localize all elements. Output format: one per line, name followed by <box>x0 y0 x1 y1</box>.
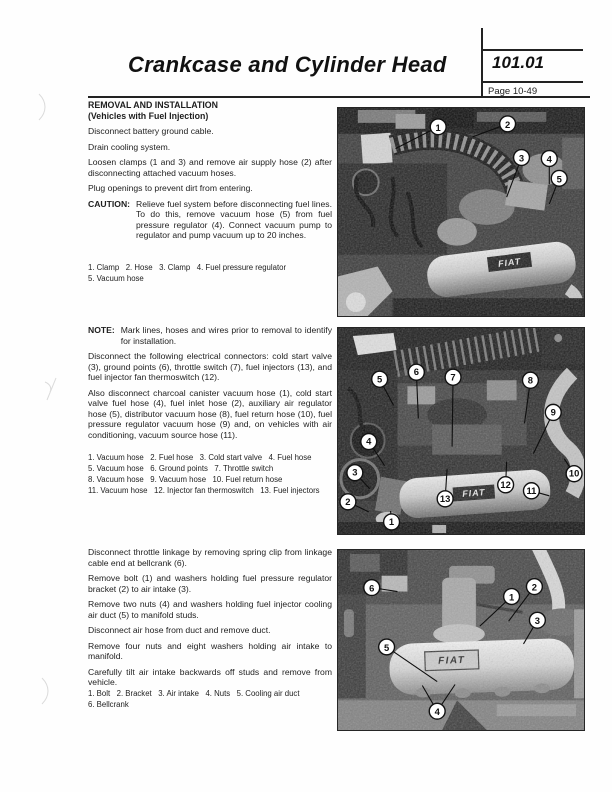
caption-line: 1. Vacuum hose 2. Fuel hose 3. Cold start valve 4. Fuel hose <box>88 453 312 462</box>
callout-12 <box>498 477 514 493</box>
caution-text: Relieve fuel system before disconnecting fuel lines. To do this, remove vacuum hose (5) from fuel pressure regulator (4). Connect vacuum pump to regulator and pump vacuum up to 20 inches. <box>136 198 332 240</box>
svg-text:1: 1 <box>388 516 395 528</box>
procedure-step: Carefully tilt air intake backwards off studs and remove from vehicle. <box>88 666 332 687</box>
procedure-block-3 <box>88 547 332 688</box>
svg-text:1: 1 <box>435 121 441 133</box>
procedure-block-1 <box>88 100 332 241</box>
section-box-mid-rule <box>481 81 583 83</box>
svg-text:3: 3 <box>534 615 541 627</box>
callout-2 <box>500 116 516 132</box>
figure-engine-bay-air-hose <box>337 107 585 317</box>
svg-text:2: 2 <box>345 496 351 508</box>
callout-3 <box>529 612 545 628</box>
note-text: Mark lines, hoses and wires prior to removal to identify for installation. <box>120 325 332 346</box>
scan-artifact <box>42 376 62 402</box>
svg-text:1: 1 <box>508 591 515 603</box>
callout-6 <box>364 580 380 596</box>
svg-text:10: 10 <box>568 468 580 480</box>
callout-1 <box>384 514 400 530</box>
svg-text:4: 4 <box>366 436 372 448</box>
note <box>88 325 332 346</box>
section-box-top-rule <box>481 49 583 51</box>
callout-13 <box>437 491 453 507</box>
caption-line: 5. Vacuum hose <box>88 274 144 283</box>
callout-4 <box>361 434 377 450</box>
procedure-step: Loosen clamps (1 and 3) and remove air supply hose (2) after disconnecting attached vacuum hoses. <box>88 157 332 178</box>
callout-3 <box>514 150 530 166</box>
figure-connectors-and-hoses <box>337 327 585 535</box>
section-subheading: (Vehicles with Fuel Injection) <box>88 110 209 121</box>
caution-label: CAUTION: <box>88 198 131 209</box>
callout-9 <box>545 404 561 420</box>
caption-line: 6. Bellcrank <box>88 700 129 709</box>
fiat-badge: FIAT <box>461 487 486 499</box>
caption-line: 1. Clamp 2. Hose 3. Clamp 4. Fuel pressure regulator <box>88 263 287 272</box>
figure-air-intake <box>337 549 585 731</box>
callout-2 <box>340 494 356 510</box>
page-number: Page 10-49 <box>488 85 538 97</box>
callout-1 <box>504 589 520 605</box>
callout-11 <box>523 483 539 499</box>
procedure-step: Remove four nuts and eight washers holding air intake to manifold. <box>88 640 332 661</box>
svg-text:11: 11 <box>526 485 537 497</box>
svg-text:8: 8 <box>527 375 534 387</box>
fiat-badge: FIAT <box>497 256 522 269</box>
caption-line: 1. Bolt 2. Bracket 3. Air intake 4. Nuts 5. Cooling air duct <box>88 689 300 698</box>
figure-1-caption <box>88 262 338 284</box>
svg-text:13: 13 <box>439 493 451 505</box>
callout-4 <box>429 703 445 719</box>
procedure-step: Drain cooling system. <box>88 141 171 152</box>
svg-text:5: 5 <box>377 374 383 386</box>
callout-5 <box>372 371 388 387</box>
fiat-badge: FIAT <box>437 654 466 667</box>
callout-3 <box>347 465 363 481</box>
procedure-step: Also disconnect charcoal canister vacuum hose (1), cold start valve fuel hose (4), fuel inlet hose (2), auxiliary air regulator hose (5), distributor vacuum hose (8), fuel return hose (10), fuel pressure regulator vacuum hose (9) and, on vehicles with air conditioning, vacuum source hose (11). <box>88 387 332 440</box>
callout-10 <box>566 466 582 482</box>
callout-2 <box>526 579 542 595</box>
svg-text:5: 5 <box>556 173 562 185</box>
header-rule <box>88 96 590 98</box>
svg-text:9: 9 <box>550 407 556 419</box>
procedure-step: Plug openings to prevent dirt from entering. <box>88 183 253 193</box>
callout-6 <box>408 364 424 380</box>
svg-text:7: 7 <box>450 372 456 384</box>
svg-text:5: 5 <box>383 641 390 653</box>
scan-artifact <box>36 676 56 706</box>
callout-5 <box>379 639 395 655</box>
callout-4 <box>541 151 557 167</box>
procedure-step: Disconnect battery ground cable. <box>88 126 214 136</box>
svg-text:2: 2 <box>531 581 538 593</box>
procedure-step: Disconnect air hose from duct and remove duct. <box>88 625 271 635</box>
svg-text:2: 2 <box>505 118 511 130</box>
procedure-block-2 <box>88 325 332 440</box>
scan-artifact <box>33 92 53 122</box>
callout-8 <box>523 372 539 388</box>
callout-7 <box>445 369 461 385</box>
caption-line: 8. Vacuum hose 9. Vacuum hose 10. Fuel return hose <box>88 475 283 484</box>
svg-text:12: 12 <box>500 479 511 491</box>
callout-5 <box>551 170 567 186</box>
svg-text:6: 6 <box>413 367 419 379</box>
section-box-divider <box>481 28 483 97</box>
svg-text:3: 3 <box>518 152 525 164</box>
figure-3-caption <box>88 688 338 710</box>
caution-note <box>88 199 332 241</box>
section-heading: REMOVAL AND INSTALLATION <box>88 100 218 110</box>
svg-text:6: 6 <box>369 582 375 594</box>
svg-text:3: 3 <box>352 467 358 479</box>
caption-line: 11. Vacuum hose 12. Injector fan thermoswitch 13. Fuel injectors <box>88 486 320 495</box>
svg-text:4: 4 <box>434 706 440 718</box>
procedure-step: Disconnect the following electrical connectors: cold start valve (3), ground points (6), throttle switch (7), fuel injectors (13), and fuel injector fan thermoswitch (12). <box>88 351 332 382</box>
procedure-step: Remove two nuts (4) and washers holding fuel injector cooling air duct (5) to manifold studs. <box>88 599 332 620</box>
note-label: NOTE: <box>88 325 115 335</box>
caption-line: 5. Vacuum hose 6. Ground points 7. Throttle switch <box>88 464 274 473</box>
procedure-step: Disconnect throttle linkage by removing spring clip from linkage cable end at bellcrank (6). <box>88 547 332 568</box>
page-title: Crankcase and Cylinder Head <box>128 52 447 77</box>
callout-1 <box>430 119 446 135</box>
figure-2-caption <box>88 452 338 496</box>
procedure-step: Remove bolt (1) and washers holding fuel pressure regulator bracket (2) to air intake (3). <box>88 573 332 594</box>
svg-text:4: 4 <box>546 153 552 165</box>
section-number: 101.01 <box>492 53 544 72</box>
